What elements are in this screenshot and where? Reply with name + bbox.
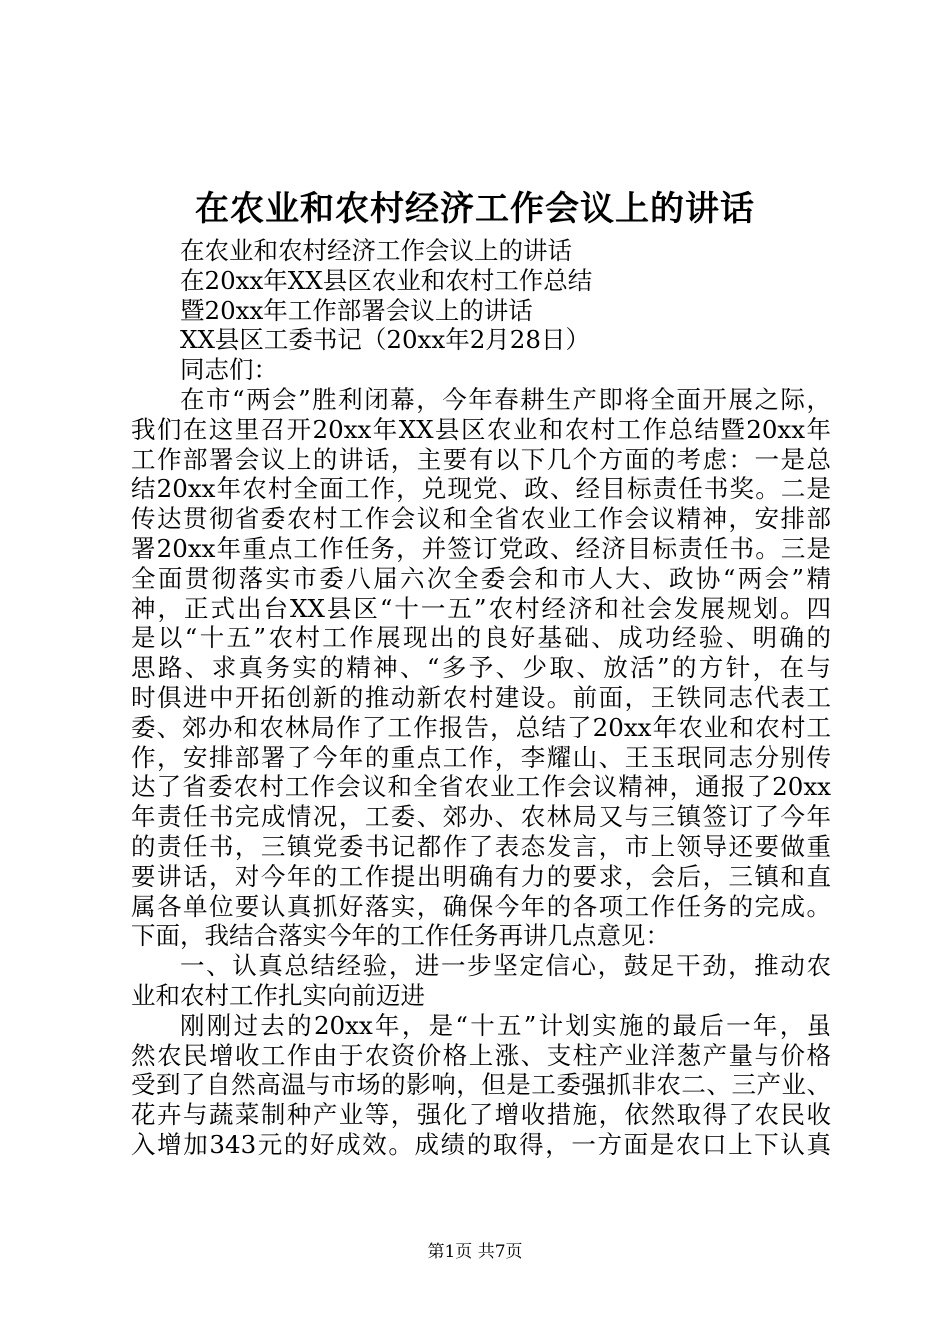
text-line: 年责任书完成情况，工委、郊办、农林局又与三镇签订了今年 bbox=[131, 802, 831, 832]
text-line: 结20xx年农村全面工作，兑现党、政、经目标责任书奖。二是 bbox=[131, 474, 831, 504]
text-line: 业和农村工作扎实向前迈进 bbox=[131, 980, 425, 1010]
text-line: 一、认真总结经验，进一步坚定信心，鼓足干劲，推动农 bbox=[180, 951, 831, 981]
text-line: 受到了自然高温与市场的影响，但是工委强抓非农二、三产业、 bbox=[131, 1070, 831, 1100]
text-line: 刚刚过去的20xx年，是“十五”计划实施的最后一年，虽 bbox=[180, 1010, 831, 1040]
text-line: XX县区工委书记（20xx年2月28日） bbox=[180, 325, 590, 355]
text-line: 在20xx年XX县区农业和农村工作总结 bbox=[180, 265, 593, 295]
page-footer: 第1页 共7页 bbox=[427, 1242, 523, 1262]
text-line: 要讲话，对今年的工作提出明确有力的要求，会后，三镇和直 bbox=[131, 861, 831, 891]
text-line: 在农业和农村经济工作会议上的讲话 bbox=[180, 236, 572, 265]
text-line: 达了省委农村工作会议和全省农业工作会议精神，通报了20xx bbox=[131, 772, 831, 802]
text-line: 工作部署会议上的讲话，主要有以下几个方面的考虑：一是总 bbox=[131, 444, 831, 474]
text-line: 我们在这里召开20xx年XX县区农业和农村工作总结暨20xx年 bbox=[131, 414, 831, 444]
document-body bbox=[131, 236, 831, 1160]
text-line: 时俱进中开拓创新的推动新农村建设。前面，王铁同志代表工 bbox=[131, 682, 831, 712]
text-line: 是以“十五”农村工作展现出的良好基础、成功经验、明确的 bbox=[131, 623, 831, 653]
text-line: 在市“两会”胜利闭幕，今年春耕生产即将全面开展之际， bbox=[180, 384, 831, 414]
text-line: 委、郊办和农林局作了工作报告，总结了20xx年农业和农村工 bbox=[131, 712, 831, 742]
text-line: 全面贯彻落实市委八届六次全委会和市人大、政协“两会”精 bbox=[131, 563, 831, 593]
text-line: 作，安排部署了今年的重点工作，李耀山、王玉珉同志分别传 bbox=[131, 742, 831, 772]
text-line: 同志们： bbox=[180, 355, 278, 385]
text-line: 传达贯彻省委农村工作会议和全省农业工作会议精神，安排部 bbox=[131, 504, 831, 534]
document-title: 在农业和农村经济工作会议上的讲话 bbox=[195, 189, 755, 229]
text-line: 下面，我结合落实今年的工作任务再讲几点意见： bbox=[131, 921, 670, 951]
text-line: 暨20xx年工作部署会议上的讲话 bbox=[180, 295, 533, 325]
text-line: 然农民增收工作由于农资价格上涨、支柱产业洋葱产量与价格 bbox=[131, 1040, 831, 1070]
text-line: 花卉与蔬菜制种产业等，强化了增收措施，依然取得了农民收 bbox=[131, 1100, 831, 1130]
text-line: 入增加343元的好成效。成绩的取得，一方面是农口上下认真 bbox=[131, 1129, 831, 1159]
text-line: 思路、求真务实的精神、“多予、少取、放活”的方针，在与 bbox=[131, 653, 831, 683]
text-line: 神，正式出台XX县区“十一五”农村经济和社会发展规划。四 bbox=[131, 593, 831, 623]
text-line: 署20xx年重点工作任务，并签订党政、经济目标责任书。三是 bbox=[131, 533, 831, 563]
text-line: 的责任书，三镇党委书记都作了表态发言，市上领导还要做重 bbox=[131, 831, 831, 861]
text-line: 属各单位要认真抓好落实，确保今年的各项工作任务的完成。 bbox=[131, 891, 831, 921]
